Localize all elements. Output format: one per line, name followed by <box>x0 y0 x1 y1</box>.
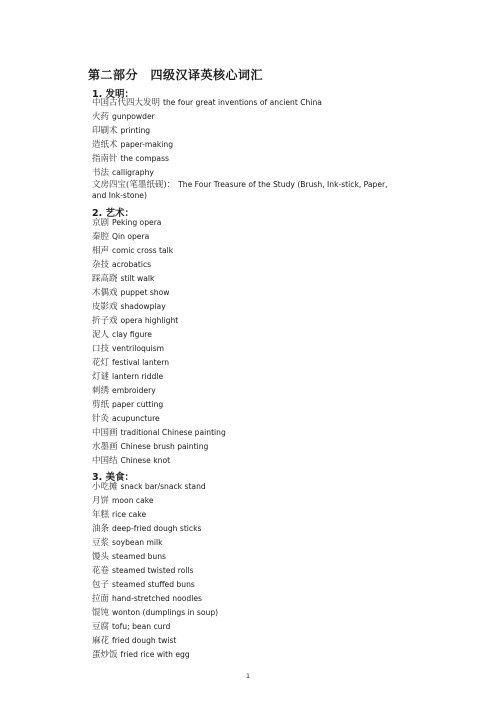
list-item: 月饼 moon cake <box>92 496 154 506</box>
list-item: 口技 ventriloquism <box>92 344 165 354</box>
list-item: 踩高跷 stilt walk <box>92 274 155 284</box>
section-heading-arts: 2. 艺术： <box>92 208 135 219</box>
list-item: 秦腔 Qin opera <box>92 232 150 242</box>
list-item: 剪纸 paper cutting <box>92 400 164 410</box>
list-item: 小吃摊 snack bar/snack stand <box>92 482 206 492</box>
list-item: 馒头 steamed buns <box>92 552 166 562</box>
list-item: 印刷术 printing <box>92 126 151 136</box>
list-item: 豆腐 tofu; bean curd <box>92 622 171 632</box>
list-item: 中国结 Chinese knot <box>92 456 171 466</box>
list-item: 折子戏 opera highlight <box>92 316 179 326</box>
list-item: 水墨画 Chinese brush painting <box>92 442 209 452</box>
list-item: 包子 steamed stuffed buns <box>92 580 195 590</box>
list-item: 刺绣 embroidery <box>92 386 156 396</box>
list-item: 书法 calligraphy <box>92 168 154 178</box>
list-item: 文房四宝(笔墨纸砚)： The Four Treasure of the Study (Brush, Ink-stick, Paper, and Ink-stone) <box>92 180 388 200</box>
list-item: 火药 gunpowder <box>92 112 155 122</box>
list-item: 杂技 acrobatics <box>92 260 152 270</box>
list-item: 造纸术 paper-making <box>92 140 174 150</box>
list-item: 豆浆 soybean milk <box>92 538 163 548</box>
list-item: 花灯 festival lantern <box>92 358 170 368</box>
list-item: 木偶戏 puppet show <box>92 288 170 298</box>
page-number: 1 <box>246 673 250 680</box>
section-heading-food: 3. 美食： <box>92 472 135 483</box>
list-item: 油条 deep-fried dough sticks <box>92 524 202 534</box>
list-item: 麻花 fried dough twist <box>92 636 177 646</box>
list-item: 灯谜 lantern riddle <box>92 372 164 382</box>
list-item: 针灸 acupuncture <box>92 414 160 424</box>
list-item: 泥人 clay figure <box>92 330 152 340</box>
list-item: 拉面 hand-stretched noodles <box>92 594 202 604</box>
list-item: 中国画 traditional Chinese painting <box>92 428 226 438</box>
list-item: 中国古代四大发明 the four great inventions of ancient China <box>92 98 322 108</box>
list-item: 蛋炒饭 fried rice with egg <box>92 650 190 660</box>
list-item: 皮影戏 shadowplay <box>92 302 166 312</box>
list-item: 年糕 rice cake <box>92 510 147 520</box>
list-item: 相声 comic cross talk <box>92 246 174 256</box>
page-title: 第二部分 四级汉译英核心词汇 <box>88 68 264 82</box>
list-item: 指南针 the compass <box>92 154 169 164</box>
list-item: 花卷 steamed twisted rolls <box>92 566 194 576</box>
section-heading-inventions: 1. 发明： <box>92 89 135 100</box>
list-item: 京剧 Peking opera <box>92 218 162 228</box>
list-item: 馄饨 wonton (dumplings in soup) <box>92 608 219 618</box>
